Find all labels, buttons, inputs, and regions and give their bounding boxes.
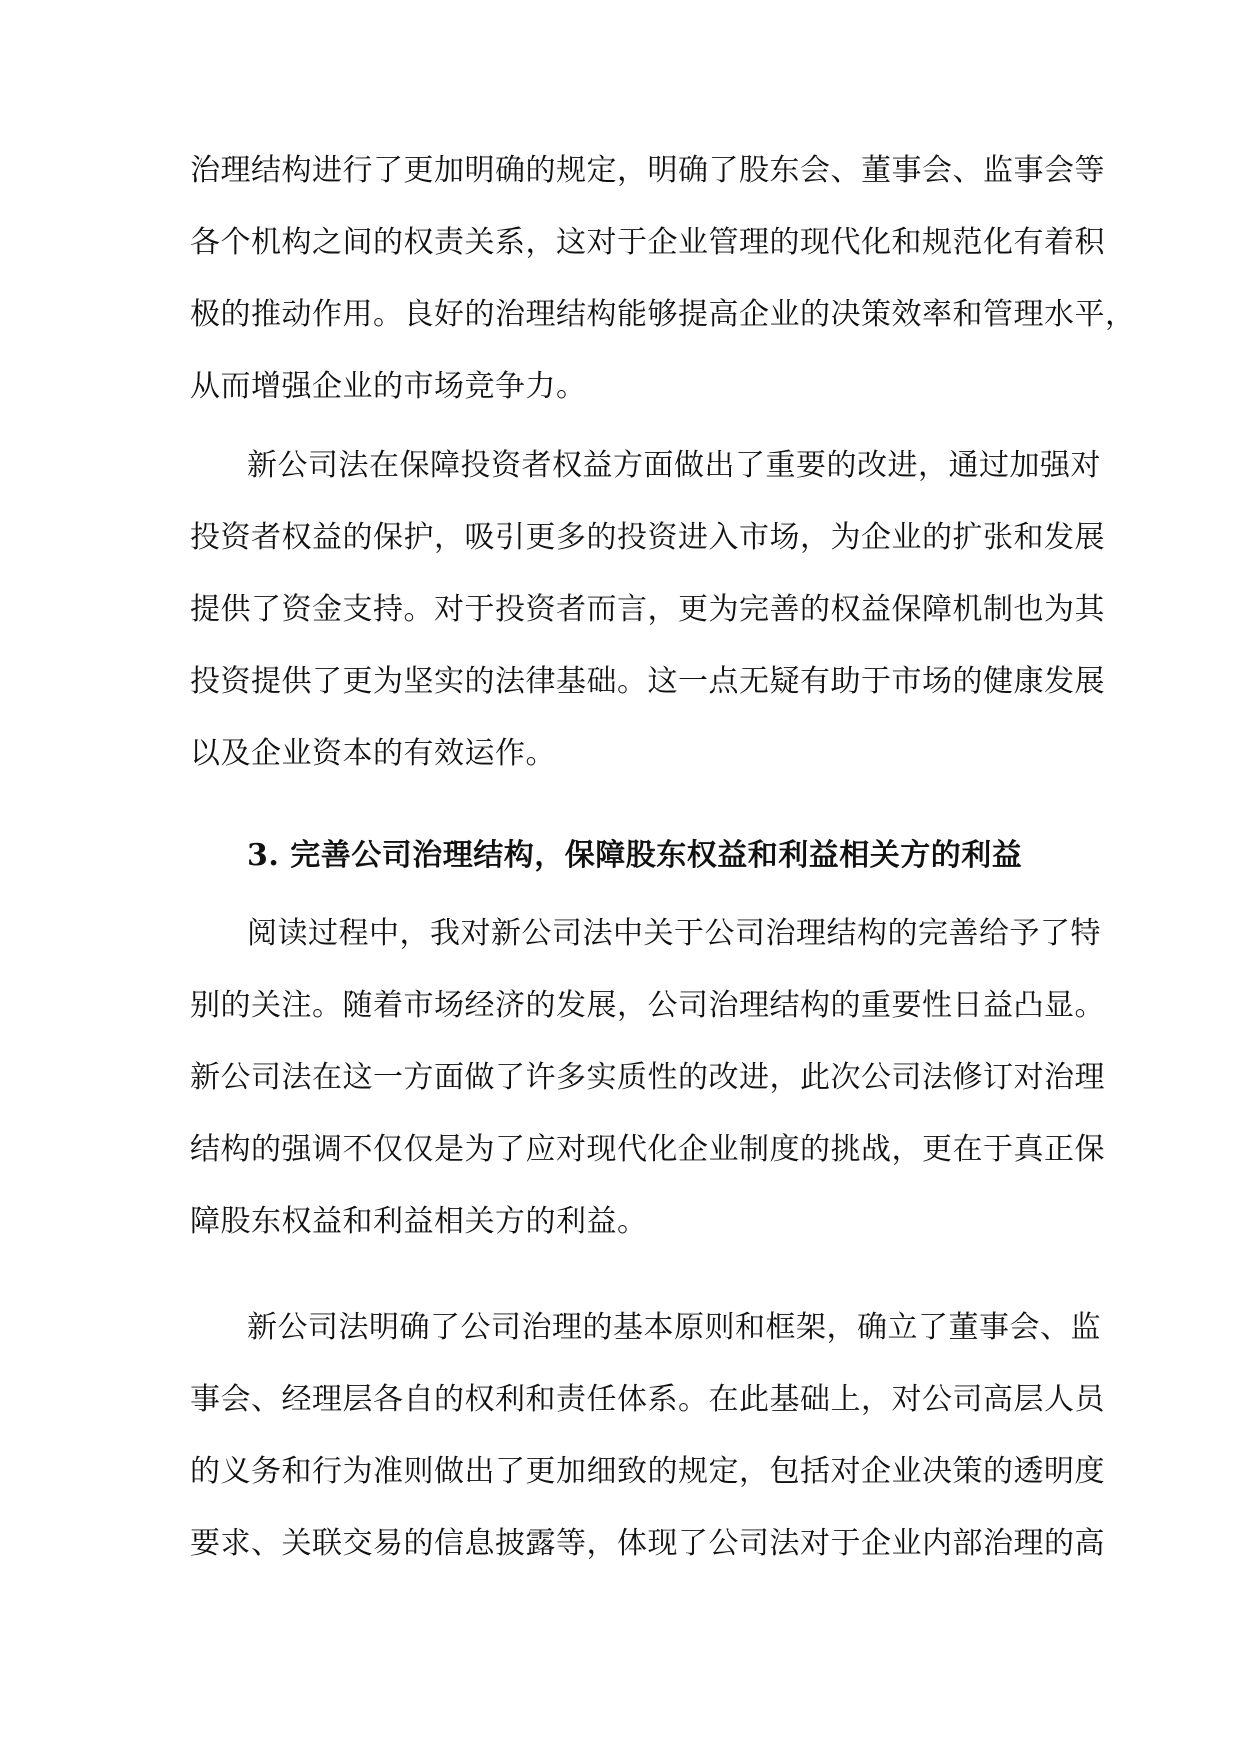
- paragraph-4-line-2: 事会、经理层各自的权利和责任体系。在此基础上，对公司高层人员: [190, 1382, 1105, 1417]
- paragraph-3-line-3: 新公司法在这一方面做了许多实质性的改进，此次公司法修订对治理: [190, 1060, 1105, 1095]
- paragraph-2-line-5: 以及企业资本的有效运作。: [190, 736, 556, 771]
- paragraph-4-line-3: 的义务和行为准则做出了更加细致的规定，包括对企业决策的透明度: [190, 1454, 1105, 1489]
- paragraph-3-line-1: 阅读过程中，我对新公司法中关于公司治理结构的完善给予了特: [247, 916, 1101, 951]
- paragraph-4-line-1: 新公司法明确了公司治理的基本原则和框架，确立了董事会、监: [247, 1310, 1101, 1345]
- paragraph-2-line-4: 投资提供了更为坚实的法律基础。这一点无疑有助于市场的健康发展: [190, 664, 1105, 699]
- paragraph-1-line-2: 各个机构之间的权责关系，这对于企业管理的现代化和规范化有着积: [190, 225, 1105, 260]
- paragraph-1-line-1: 治理结构进行了更加明确的规定，明确了股东会、董事会、监事会等: [190, 153, 1105, 188]
- paragraph-3-line-5: 障股东权益和利益相关方的利益。: [190, 1204, 648, 1239]
- paragraph-1-line-3: 极的推动作用。良好的治理结构能够提高企业的决策效率和管理水平，: [190, 297, 1136, 332]
- paragraph-4-line-4: 要求、关联交易的信息披露等，体现了公司法对于企业内部治理的高: [190, 1526, 1105, 1561]
- paragraph-3-line-2: 别的关注。随着市场经济的发展，公司治理结构的重要性日益凸显。: [190, 988, 1105, 1023]
- paragraph-2-line-2: 投资者权益的保护，吸引更多的投资进入市场，为企业的扩张和发展: [190, 520, 1105, 555]
- section-heading: 3. 完善公司治理结构，保障股东权益和利益相关方的利益: [247, 838, 1023, 873]
- paragraph-2-line-1: 新公司法在保障投资者权益方面做出了重要的改进，通过加强对: [247, 448, 1101, 483]
- paragraph-3-line-4: 结构的强调不仅仅是为了应对现代化企业制度的挑战，更在于真正保: [190, 1132, 1105, 1167]
- paragraph-2-line-3: 提供了资金支持。对于投资者而言，更为完善的权益保障机制也为其: [190, 592, 1105, 627]
- paragraph-1-line-4: 从而增强企业的市场竞争力。: [190, 369, 587, 404]
